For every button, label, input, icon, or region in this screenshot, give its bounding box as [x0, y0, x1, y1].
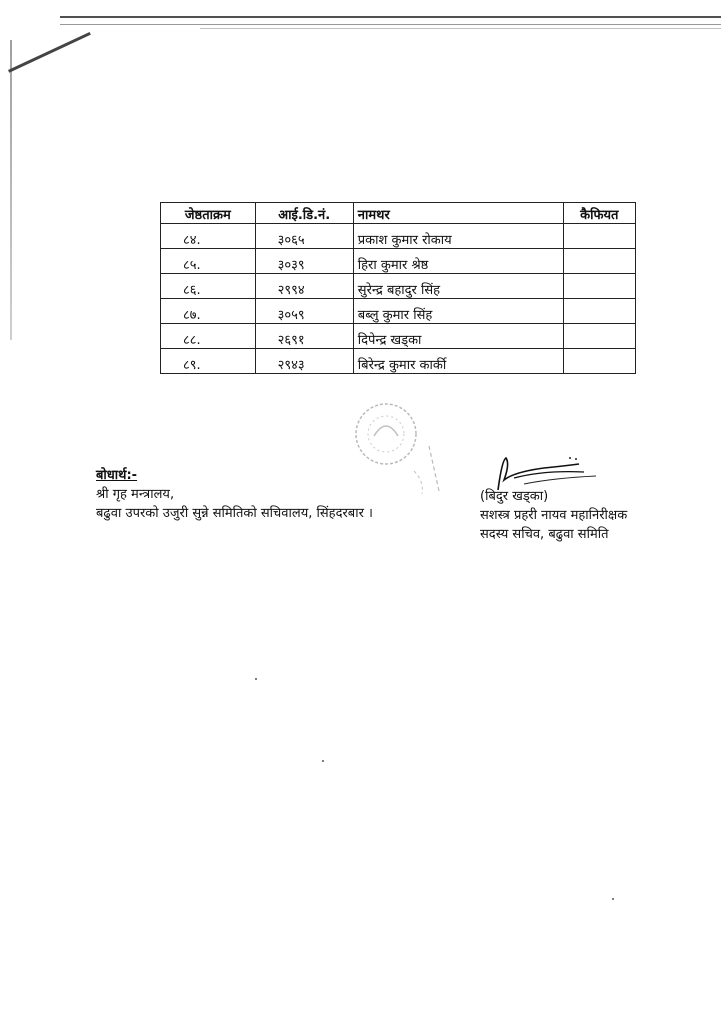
cell-remarks: [563, 349, 635, 374]
cell-rank: ८६.: [161, 274, 256, 299]
header-rank: जेष्ठताक्रम: [161, 203, 256, 224]
signatory-name: (बिदुर खड्का): [480, 489, 549, 504]
cell-name: हिरा कुमार श्रेष्ठ: [353, 249, 563, 274]
table-row: [161, 224, 636, 249]
scan-edge-artifact: [200, 28, 721, 29]
cc-section: [96, 466, 373, 523]
table-row: [161, 274, 636, 299]
cell-rank: ८८.: [161, 324, 256, 349]
cell-rank: ८४.: [161, 224, 256, 249]
table-header-row: [161, 203, 636, 224]
cell-name: बब्लु कुमार सिंह: [353, 299, 563, 324]
cell-remarks: [563, 224, 635, 249]
cell-rank: ८७.: [161, 299, 256, 324]
cell-remarks: [563, 324, 635, 349]
page-fold-artifact: [8, 32, 91, 73]
signatory-title: सशस्त्र प्रहरी नायव महानिरीक्षक: [480, 508, 628, 523]
cell-id: २९९४: [255, 274, 353, 299]
table-row: [161, 349, 636, 374]
signatory-block: [480, 487, 627, 544]
cell-id: २६९१: [255, 324, 353, 349]
header-name: नामथर: [353, 203, 563, 224]
cell-name: दिपेन्द्र खड्का: [353, 324, 563, 349]
cell-id: ३०६५: [255, 224, 353, 249]
signatory-role: सदस्य सचिव, बढुवा समिति: [480, 527, 609, 542]
cc-recipient: श्री गृह मन्त्रालय,: [96, 487, 175, 502]
cell-id: ३०३९: [255, 249, 353, 274]
cell-rank: ८९.: [161, 349, 256, 374]
cell-id: ३०५९: [255, 299, 353, 324]
scan-edge-artifact: [10, 40, 12, 340]
cell-name: प्रकाश कुमार रोकाय: [353, 224, 563, 249]
cc-heading: बोधार्थ:-: [96, 468, 138, 483]
header-remarks: कैफियत: [563, 203, 635, 224]
cc-recipient: बढुवा उपरको उजुरी सुन्ने समितिको सचिवालय, सिंहदरबार ।: [96, 506, 373, 521]
table-row: [161, 324, 636, 349]
cell-rank: ८५.: [161, 249, 256, 274]
table-row: [161, 249, 636, 274]
header-id: आई.डि.नं.: [255, 203, 353, 224]
cell-remarks: [563, 299, 635, 324]
cell-id: २९४३: [255, 349, 353, 374]
table-row: [161, 299, 636, 324]
scan-speck: [612, 898, 614, 900]
cell-remarks: [563, 274, 635, 299]
cell-name: बिरेन्द्र कुमार कार्की: [353, 349, 563, 374]
cell-remarks: [563, 249, 635, 274]
cell-name: सुरेन्द्र बहादुर सिंह: [353, 274, 563, 299]
scan-edge-artifact: [60, 16, 721, 25]
scan-speck: [255, 678, 257, 680]
seniority-table: [160, 202, 636, 374]
scan-speck: [322, 760, 324, 762]
